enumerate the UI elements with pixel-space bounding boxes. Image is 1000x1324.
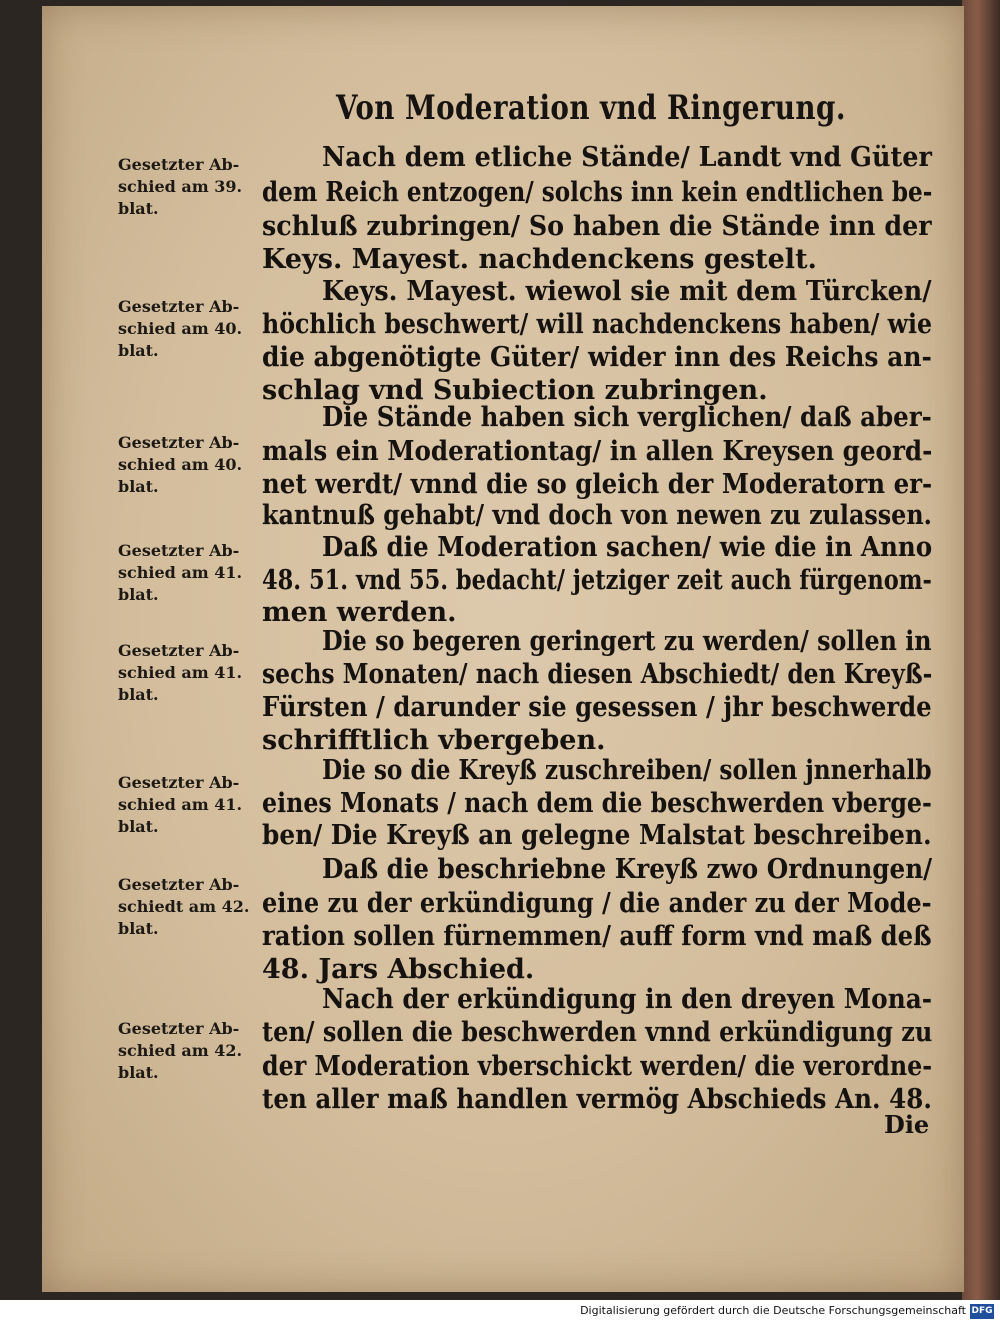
text-line: 48. Jars Abschied. bbox=[262, 954, 535, 985]
margin-note: Gesetzter Ab- schied am 41. blat. bbox=[118, 541, 243, 604]
text-line: 48. 51. vnd 55. bedacht/ jetziger zeit auch fürgenom- bbox=[262, 565, 932, 596]
margin-note: Gesetzter Ab- schied am 40. blat. bbox=[118, 433, 243, 496]
text-line: Die so begeren geringert zu werden/ sollen in bbox=[322, 626, 932, 657]
text-line: schrifftlich vbergeben. bbox=[262, 725, 606, 756]
margin-note: Gesetzter Ab- schiedt am 42. blat. bbox=[118, 875, 250, 938]
book-edge bbox=[962, 0, 1000, 1300]
text-line: Nach dem etliche Stände/ Landt vnd Güter bbox=[322, 142, 932, 173]
margin-note: Gesetzter Ab- schied am 39. blat. bbox=[118, 155, 243, 218]
text-line: eines Monats / nach dem die beschwerden vberge- bbox=[262, 788, 932, 819]
text-line: ten aller maß handlen vermög Abschieds An. 48. bbox=[262, 1084, 932, 1115]
text-line: men werden. bbox=[262, 597, 457, 628]
text-line: schluß zubringen/ So haben die Stände inn der bbox=[262, 211, 932, 242]
text-line: Daß die Moderation sachen/ wie die in Anno bbox=[322, 532, 933, 563]
text-line: schlag vnd Subiection zubringen. bbox=[262, 375, 768, 406]
margin-note: Gesetzter Ab- schied am 40. blat. bbox=[118, 297, 243, 360]
text-line: dem Reich entzogen/ solchs inn kein endtlichen be- bbox=[262, 177, 933, 208]
text-line: kantnuß gehabt/ vnd doch von newen zu zulassen. bbox=[262, 500, 932, 531]
text-line: Die Stände haben sich verglichen/ daß aber- bbox=[322, 402, 932, 433]
margin-note: Gesetzter Ab- schied am 41. blat. bbox=[118, 773, 243, 836]
margin-note: Gesetzter Ab- schied am 41. blat. bbox=[118, 641, 243, 704]
footer-bar bbox=[0, 1300, 1000, 1324]
funding-credit: Digitalisierung gefördert durch die Deutsche Forschungsgemeinschaft bbox=[580, 1304, 966, 1317]
text-line: ten/ sollen die beschwerden vnnd erkündigung zu bbox=[262, 1017, 933, 1048]
text-line: sechs Monaten/ nach diesen Abschiedt/ den Kreyß- bbox=[262, 659, 933, 690]
text-line: Nach der erkündigung in den dreyen Mona- bbox=[322, 984, 933, 1015]
text-line: die abgenötigte Güter/ wider inn des Reichs an- bbox=[262, 342, 932, 373]
catchword: Die bbox=[884, 1110, 930, 1139]
page-header: Von Moderation vnd Ringerung. bbox=[336, 88, 846, 128]
margin-note: Gesetzter Ab- schied am 42. blat. bbox=[118, 1019, 243, 1082]
text-line: Keys. Mayest. wiewol sie mit dem Türcken/ bbox=[322, 276, 932, 307]
text-line: ben/ Die Kreyß an gelegne Malstat beschreiben. bbox=[262, 820, 932, 851]
text-line: ration sollen fürnemmen/ auff form vnd maß deß bbox=[262, 921, 932, 952]
text-line: höchlich beschwert/ will nachdenckens haben/ wie bbox=[262, 309, 933, 340]
text-line: net werdt/ vnnd die so gleich der Moderatorn er- bbox=[262, 469, 933, 500]
text-line: der Moderation vberschickt werden/ die verordne- bbox=[262, 1051, 933, 1082]
text-line: Fürsten / darunder sie gesessen / jhr beschwerde bbox=[262, 692, 932, 723]
text-line: eine zu der erkündigung / die ander zu der Mode- bbox=[262, 888, 932, 919]
dfg-logo: DFG bbox=[970, 1304, 994, 1319]
text-line: Daß die beschriebne Kreyß zwo Ordnungen/ bbox=[322, 854, 933, 885]
text-line: mals ein Moderationtag/ in allen Kreysen geord- bbox=[262, 436, 933, 467]
text-line: Die so die Kreyß zuschreiben/ sollen jnnerhalb bbox=[322, 755, 932, 786]
text-line: Keys. Mayest. nachdenckens gestelt. bbox=[262, 244, 817, 275]
